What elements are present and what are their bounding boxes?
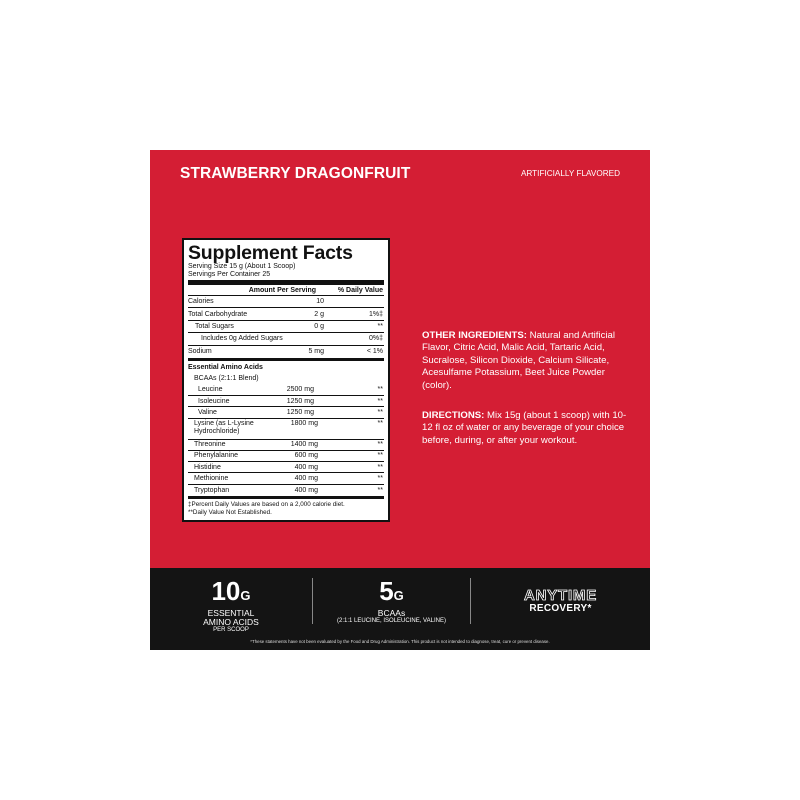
serving-size: Serving Size 15 g (About 1 Scoop) [188, 263, 296, 270]
amino-row-lysine [188, 419, 384, 440]
amino-amount: 1250 mg [286, 408, 314, 416]
nutrient-dv: 1%‡ [368, 310, 383, 318]
nutrient-name: Calories [188, 298, 214, 306]
amino-name [188, 420, 278, 436]
servings-per-container: Servings Per Container 25 [188, 271, 271, 278]
eaa-value [150, 578, 312, 609]
bcaa-label: BCAAs [377, 608, 406, 618]
amino-acids-header [188, 361, 384, 373]
nutrient-name: Total Sugars [195, 322, 234, 330]
amino-row [188, 396, 384, 407]
flavor-name: STRAWBERRY DRAGONFRUIT [180, 165, 411, 182]
amino-dv: ** [377, 452, 383, 460]
directions-text: Mix 15g (about 1 scoop) with 10-12 fl oz of water or any beverage of your choice before, during, or after your workout. [422, 410, 627, 446]
daily-value-header: % Daily Value [337, 286, 383, 294]
supplement-facts-box [182, 238, 390, 522]
amino-dv: ** [377, 475, 383, 483]
other-ingredients-text: Natural and Artificial Flavor, Citric Acid, Malic Acid, Tartaric Acid, Sucralose, Silicon Dioxide, Calcium Silicate, Acesulfame Potassium, Beet Juice Powder (color). [422, 330, 615, 391]
nutrient-amount: 5 mg [308, 348, 324, 356]
recovery-text: RECOVERY* [529, 603, 592, 614]
eaa-stat [150, 568, 312, 631]
directions-label: DIRECTIONS: [422, 410, 485, 421]
amino-dv: ** [377, 408, 383, 416]
lysine-line1: Lysine (as L-Lysine [194, 419, 254, 427]
amino-name: Tryptophan [194, 486, 230, 494]
facts-header-row [188, 285, 384, 296]
amino-row [188, 462, 384, 473]
facts-title: Supplement Facts [188, 242, 353, 264]
amino-acid-list [188, 373, 384, 496]
amino-header-label: Essential Amino Acids [188, 363, 263, 371]
nutrient-dv: ** [377, 322, 383, 330]
eaa-line3: PER SCOOP [213, 627, 249, 633]
amino-name: Isoleucine [198, 397, 230, 405]
eaa-number: 10 [211, 576, 241, 606]
amino-name: Threonine [194, 441, 226, 449]
nutrient-amount: 2 g [314, 310, 324, 318]
amino-amount: 400 mg [294, 486, 318, 494]
amino-dv: ** [377, 486, 383, 494]
bcaa-stat [312, 578, 470, 624]
bcaa-number: 5 [379, 576, 394, 606]
facts-row-carbohydrate [188, 308, 384, 320]
amino-row [188, 485, 384, 496]
amino-row [188, 385, 384, 396]
nutrient-name: Includes 0g Added Sugars [201, 335, 283, 343]
amino-amount: 600 mg [294, 452, 318, 460]
amount-per-serving-header: Amount Per Serving [248, 286, 316, 294]
eaa-unit: G [240, 588, 251, 603]
facts-row-sodium [188, 346, 384, 358]
amino-name: Histidine [194, 463, 221, 471]
nutrient-amount: 10 [316, 298, 324, 306]
eaa-line2: AMINO ACIDS [203, 617, 259, 627]
footnote-not-established: **Daily Value Not Established. [188, 509, 272, 517]
amino-row [188, 451, 384, 462]
eaa-line1: ESSENTIAL [207, 608, 255, 618]
amino-dv: ** [377, 397, 383, 405]
amino-amount: 1400 mg [290, 441, 318, 449]
amino-name: Methionine [194, 475, 229, 483]
fda-disclaimer: *These statements have not been evaluated by the Food and Drug Administration. This product is not intended to diagnose, treat, cure or prevent disease. [250, 639, 550, 644]
amino-amount: 1800 mg [290, 419, 318, 427]
amino-amount: 1250 mg [286, 397, 314, 405]
amino-amount: 2500 mg [286, 386, 314, 394]
recovery-stat [470, 578, 650, 624]
amino-amount: 400 mg [294, 463, 318, 471]
divider-bottom [188, 496, 384, 499]
bottom-stats-strip [150, 568, 650, 650]
nutrient-dv: 0%‡ [368, 335, 383, 343]
bcaa-sub: (2:1:1 LEUCINE, ISOLEUCINE, VALINE) [337, 618, 446, 624]
nutrient-name: Total Carbohydrate [188, 310, 248, 318]
amino-dv: ** [377, 463, 383, 471]
amino-row [188, 440, 384, 451]
amino-name: Phenylalanine [194, 452, 238, 460]
bcaa-value [313, 578, 470, 609]
facts-row-sugars [188, 321, 384, 333]
bcaa-unit: G [393, 588, 404, 603]
footnote-dv: ‡Percent Daily Values are based on a 2,000 calorie diet. [188, 501, 345, 509]
nutrient-name: Sodium [188, 348, 212, 356]
amino-row [188, 473, 384, 484]
directions [422, 410, 627, 447]
artificially-flavored-text: ARTIFICIALLY FLAVORED [520, 169, 620, 178]
amino-dv: ** [377, 386, 383, 394]
other-ingredients [422, 330, 627, 392]
amino-dv: ** [377, 419, 383, 427]
lysine-line2: Hydrochloride) [194, 427, 240, 435]
anytime-text: ANYTIME [523, 587, 598, 604]
amino-amount: 400 mg [294, 475, 318, 483]
amino-row [188, 407, 384, 418]
facts-row-calories [188, 296, 384, 308]
other-ingredients-label: OTHER INGREDIENTS: [422, 330, 528, 341]
amino-dv: ** [377, 441, 383, 449]
amino-name: Leucine [198, 386, 223, 394]
nutrient-dv: < 1% [366, 348, 383, 356]
facts-row-added-sugars [188, 333, 384, 345]
nutrient-amount: 0 g [314, 322, 324, 330]
amino-name: Valine [198, 408, 217, 416]
bcaa-blend-row [188, 373, 384, 384]
product-label-panel [150, 150, 650, 650]
blend-label: BCAAs (2:1:1 Blend) [194, 375, 259, 383]
